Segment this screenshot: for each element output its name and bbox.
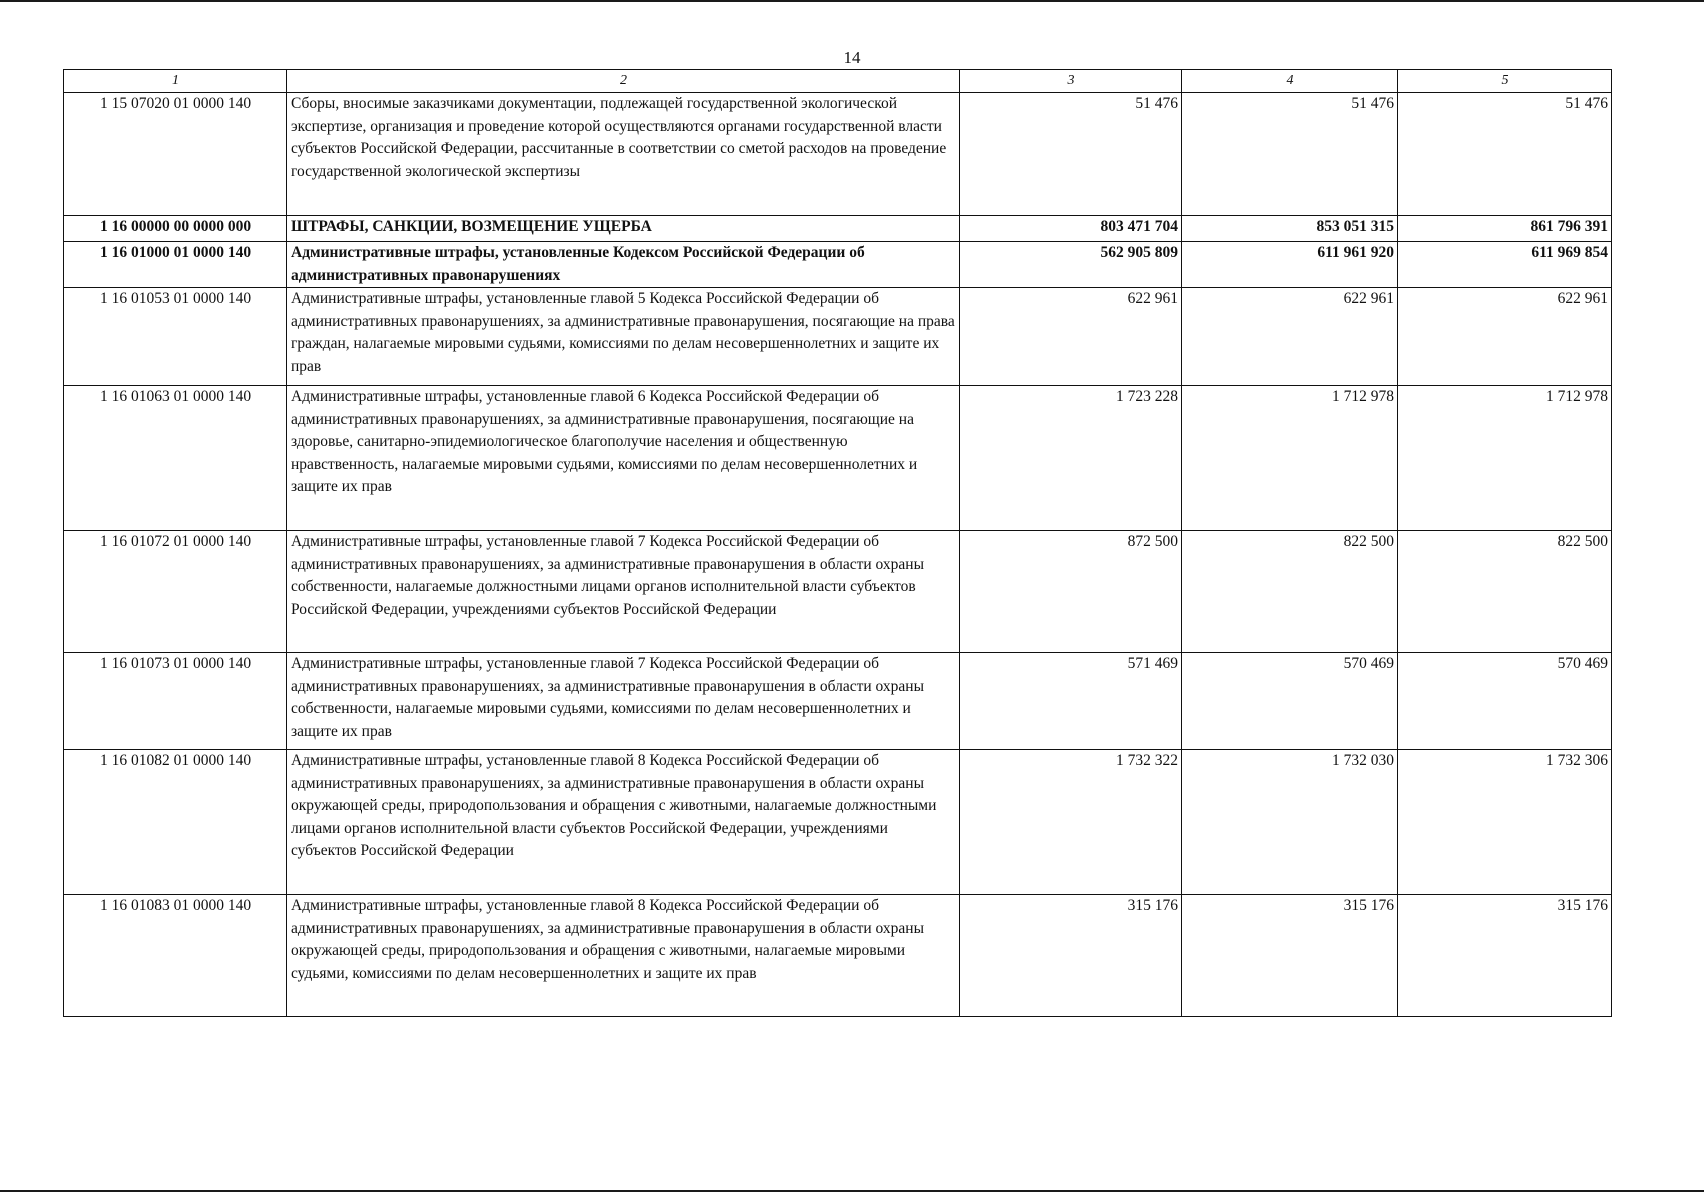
- amount-cell: 315 176: [960, 895, 1182, 1017]
- scan-border-bottom: [0, 1190, 1704, 1192]
- amount-cell: 1 712 978: [1398, 386, 1612, 531]
- amount-cell: 1 723 228: [960, 386, 1182, 531]
- budget-code-cell: 1 16 01073 01 0000 140: [64, 653, 287, 750]
- table-row: [64, 531, 1612, 653]
- amount-cell: 570 469: [1398, 653, 1612, 750]
- amount-cell: 1 732 322: [960, 750, 1182, 895]
- description-cell: Административные штрафы, установленные Кодексом Российской Федерации об административных правонарушениях: [287, 242, 960, 288]
- column-header: 4: [1182, 70, 1398, 93]
- amount-cell: 315 176: [1182, 895, 1398, 1017]
- budget-code-cell: 1 16 01053 01 0000 140: [64, 288, 287, 386]
- table-header-row: [64, 70, 1612, 93]
- column-header: 5: [1398, 70, 1612, 93]
- description-cell: Административные штрафы, установленные главой 7 Кодекса Российской Федерации об административных правонарушениях, за административные правонарушения в области охраны собственности, налагаемые должностными лицами органов исполнительной власти субъектов Российской Федерации, учреждениями субъектов Российской Федерации: [287, 531, 960, 653]
- table-row: [64, 216, 1612, 242]
- budget-code-cell: 1 16 01000 01 0000 140: [64, 242, 287, 288]
- amount-cell: 315 176: [1398, 895, 1612, 1017]
- description-cell: Административные штрафы, установленные главой 7 Кодекса Российской Федерации об административных правонарушениях, за административные правонарушения в области охраны собственности, налагаемые мировыми судьями, комиссиями по делам несовершеннолетних и защите их прав: [287, 653, 960, 750]
- amount-cell: 611 961 920: [1182, 242, 1398, 288]
- table-row: [64, 750, 1612, 895]
- description-cell: Административные штрафы, установленные главой 8 Кодекса Российской Федерации об административных правонарушениях, за административные правонарушения в области охраны окружающей среды, природопользования и обращения с животными, налагаемые мировыми судьями, комиссиями по делам несовершеннолетних и защите их прав: [287, 895, 960, 1017]
- revenue-table: [63, 69, 1612, 1017]
- budget-code-cell: 1 16 01063 01 0000 140: [64, 386, 287, 531]
- amount-cell: 1 732 030: [1182, 750, 1398, 895]
- amount-cell: 853 051 315: [1182, 216, 1398, 242]
- amount-cell: 570 469: [1182, 653, 1398, 750]
- amount-cell: 822 500: [1398, 531, 1612, 653]
- amount-cell: 51 476: [1398, 93, 1612, 216]
- amount-cell: 1 732 306: [1398, 750, 1612, 895]
- amount-cell: 822 500: [1182, 531, 1398, 653]
- amount-cell: 622 961: [960, 288, 1182, 386]
- column-header: 3: [960, 70, 1182, 93]
- budget-code-cell: 1 16 01072 01 0000 140: [64, 531, 287, 653]
- budget-code-cell: 1 16 01082 01 0000 140: [64, 750, 287, 895]
- budget-code-cell: 1 16 00000 00 0000 000: [64, 216, 287, 242]
- column-header: 1: [64, 70, 287, 93]
- column-header: 2: [287, 70, 960, 93]
- scan-border-top: [0, 0, 1704, 2]
- table-row: [64, 895, 1612, 1017]
- table-row: [64, 386, 1612, 531]
- budget-code-cell: 1 15 07020 01 0000 140: [64, 93, 287, 216]
- description-cell: Сборы, вносимые заказчиками документации, подлежащей государственной экологической экспертизе, организация и проведение которой осуществляются органами государственной власти субъектов Российской Федерации, рассчитанные в соответствии со сметой расходов на проведение государственной экологической экспертизы: [287, 93, 960, 216]
- table-row: [64, 653, 1612, 750]
- amount-cell: 1 712 978: [1182, 386, 1398, 531]
- description-cell: Административные штрафы, установленные главой 5 Кодекса Российской Федерации об административных правонарушениях, за административные правонарушения, посягающие на права граждан, налагаемые мировыми судьями, комиссиями по делам несовершеннолетних и защите их прав: [287, 288, 960, 386]
- page-number: 14: [843, 48, 861, 67]
- table-row: [64, 242, 1612, 288]
- amount-cell: 571 469: [960, 653, 1182, 750]
- amount-cell: 872 500: [960, 531, 1182, 653]
- table-row: [64, 93, 1612, 216]
- budget-code-cell: 1 16 01083 01 0000 140: [64, 895, 287, 1017]
- description-cell: Административные штрафы, установленные главой 8 Кодекса Российской Федерации об административных правонарушениях, за административные правонарушения в области охраны окружающей среды, природопользования и обращения с животными, налагаемые должностными лицами органов исполнительной власти субъектов Российской Федерации, учреждениями субъектов Российской Федерации: [287, 750, 960, 895]
- amount-cell: 562 905 809: [960, 242, 1182, 288]
- description-cell: ШТРАФЫ, САНКЦИИ, ВОЗМЕЩЕНИЕ УЩЕРБА: [287, 216, 960, 242]
- amount-cell: 803 471 704: [960, 216, 1182, 242]
- amount-cell: 622 961: [1398, 288, 1612, 386]
- amount-cell: 611 969 854: [1398, 242, 1612, 288]
- amount-cell: 622 961: [1182, 288, 1398, 386]
- amount-cell: 861 796 391: [1398, 216, 1612, 242]
- amount-cell: 51 476: [1182, 93, 1398, 216]
- description-cell: Административные штрафы, установленные главой 6 Кодекса Российской Федерации об административных правонарушениях, за административные правонарушения, посягающие на здоровье, санитарно-эпидемиологическое благополучие населения и общественную нравственность, налагаемые мировыми судьями, комиссиями по делам несовершеннолетних и защите их прав: [287, 386, 960, 531]
- table-row: [64, 288, 1612, 386]
- amount-cell: 51 476: [960, 93, 1182, 216]
